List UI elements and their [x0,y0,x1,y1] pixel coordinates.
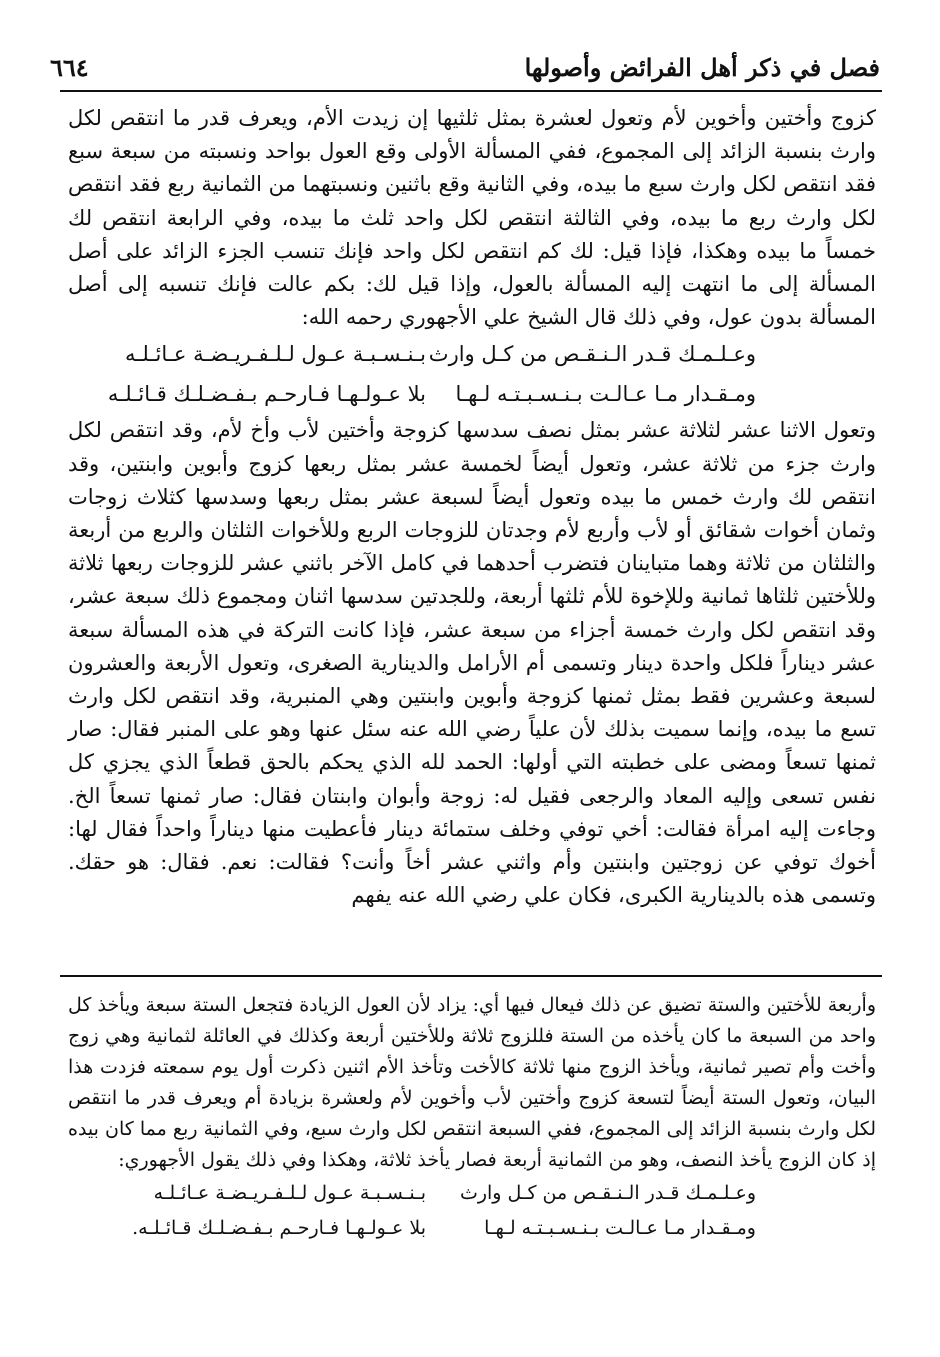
running-title: فصل في ذكر أهل الفرائض وأصولها [524,53,880,82]
footnotes [68,990,876,1246]
verse-1-second-hemistich: بـنـسـبـة عـول لـلـفـريـضـة عـائـلـه [124,342,426,367]
footnote-verse-line-2 [68,1211,876,1246]
page-header [50,30,880,80]
page-number: ٦٦٤ [50,53,89,82]
main-text [68,102,876,912]
verse-line-2 [68,374,876,414]
footnote-verse-2-first-hemistich: ومـقـدار مـا عـالـت بـنـسـبـتـه لـهـا [484,1217,756,1239]
footnote-verse-line-1 [68,1176,876,1211]
verse-1-first-hemistich: وعـلـمـك قـدر الـنـقـص من كـل وارث [428,342,756,367]
main-paragraph-1: كزوج وأختين وأخوين لأم وتعول لعشرة بمثل ثلثيها إن زيدت الأم، ويعرف قدر ما انتقص لكل وارث بنسبة الزائد إلى المجموع، ففي المسألة الأولى وقع العول بواحد ونسبته من سبعة سبع فقد انتقص لكل وارث سبع ما بيده، وفي الثانية وقع باثنين ونسبتهما من الثمانية ربع فقد انتقص لكل وارث ربع ما بيده، وفي الثالثة انتقص لكل واحد ثلث ما بيده، وفي الرابعة انتقص لك خمساً ما بيده وهكذا، فإذا قيل: لك كم انتقص لكل واحد فإنك تنسب الجزء الزائد على أصل المسألة إلى ما انتهت إليه المسألة بالعول، وإذا قيل لك: بكم عالت فإنك تنسبه إلى أصل المسألة بدون عول، وفي ذلك قال الشيخ علي الأجهوري رحمه الله: [68,106,876,330]
footnote-verse-1-first-hemistich: وعـلـمـك قـدر الـنـقـص من كـل وارث [459,1182,756,1204]
verse-2-second-hemistich: بلا عـولـهـا فـارحـم بـفـضـلـك قـائـلـه [107,382,426,407]
footnote-paragraph: وأربعة للأختين والستة تضيق عن ذلك فيعال فيها أي: يزاد لأن العول الزيادة فتجعل الستة سبعة ويأخذ كل واحد من السبعة ما كان يأخذه من الستة فللزوج ثلاثة وللأختين أربعة وكذلك في العائلة لثمانية وهي زوج وأخت وأم تصير ثمانية، ويأخذ الزوج منها ثلاثة كالأخت وتأخذ الأم اثنين ذكرت أول يوم سمعته فزدت هذا البيان، وتعول الستة أيضاً لتسعة كزوج وأختين لأب وأخوين لأم ولعشرة بزيادة أم ويعرف قدر ما انتقص لكل وارث بنسبة الزائد إلى المجموع، ففي السبعة انتقص لكل وارث سبع، وفي الثمانية ربع مما كان بيده إذ كان الزوج يأخذ النصف، وهو من الثمانية أربعة فصار يأخذ ثلاثة، وهكذا وفي ذلك يقول الأجهوري: [68,994,876,1171]
footnote-divider [60,975,882,977]
main-paragraph-2: وتعول الاثنا عشر لثلاثة عشر بمثل نصف سدسها كزوجة وأختين لأب وأخ لأم، وقد انتقص لكل وارث جزء من ثلاثة عشر، وتعول أيضاً لخمسة عشر بمثل ربعها كزوج وأبوين وابنتين، وقد انتقص لك وارث خمس ما بيده وتعول أيضاً لسبعة عشر بمثل ربعها وسدسها كثلاث زوجات وثمان أخوات شقائق أو لأب وأربع لأم وجدتان للزوجات الربع وللأخوات الثلثان والربع من أربعة والثلثان من ثلاثة وهما متباينان فتضرب أحدهما في كامل الآخر باثني عشر للزوجات ربعها ثلاثة وللأختين ثلثاها ثمانية وللإخوة للأم ثلثها أربعة، وللجدتين سدسها اثنان ومجموع ذلك سبعة عشر، وقد انتقص لكل وارث خمسة أجزاء من سبعة عشر، فإذا كانت التركة في هذه المسألة سبعة عشر ديناراً فلكل واحدة دينار وتسمى أم الأرامل والدينارية الصغرى، وتعول الأربعة والعشرون لسبعة وعشرين فقط بمثل ثمنها كزوجة وأبوين وابنتين وهي المنبرية، وقد انتقص لكل وارث تسع ما بيده، وإنما سميت بذلك لأن علياً رضي الله عنه سئل عنها وهو على المنبر فقال: صار ثمنها تسعاً ومضى على خطبته التي أولها: الحمد لله الذي يحكم بالحق قطعاً الذي يجزي كل نفس تسعى وإليه المعاد والرجعى فقيل له: زوجة وأبوان وابنتان فقال: صار ثمنها تسعاً الخ. وجاءت إليه امرأة فقالت: أخي توفي وخلف ستمائة دينار فأعطيت منها ديناراً واحداً فقال لها: أخوك توفي عن زوجتين وابنتين وأم واثني عشر أخاً وأنت؟ فقالت: نعم. فقال: هو حقك. وتسمى هذه بالدينارية الكبرى، فكان علي رضي الله عنه يفهم [68,418,876,908]
verse-line-1 [68,334,876,374]
footnote-verse-2-second-hemistich: بلا عـولـهـا فـارحـم بـفـضـلـك قـائـلـه. [132,1217,426,1239]
footnote-verse-1-second-hemistich: بـنـسـبـة عـول لـلـفـريـضـة عـائـلـه [153,1182,426,1204]
header-divider [60,90,882,92]
verse-2-first-hemistich: ومـقـدار مـا عـالـت بـنـسـبـتـه لـهـا [455,382,756,407]
